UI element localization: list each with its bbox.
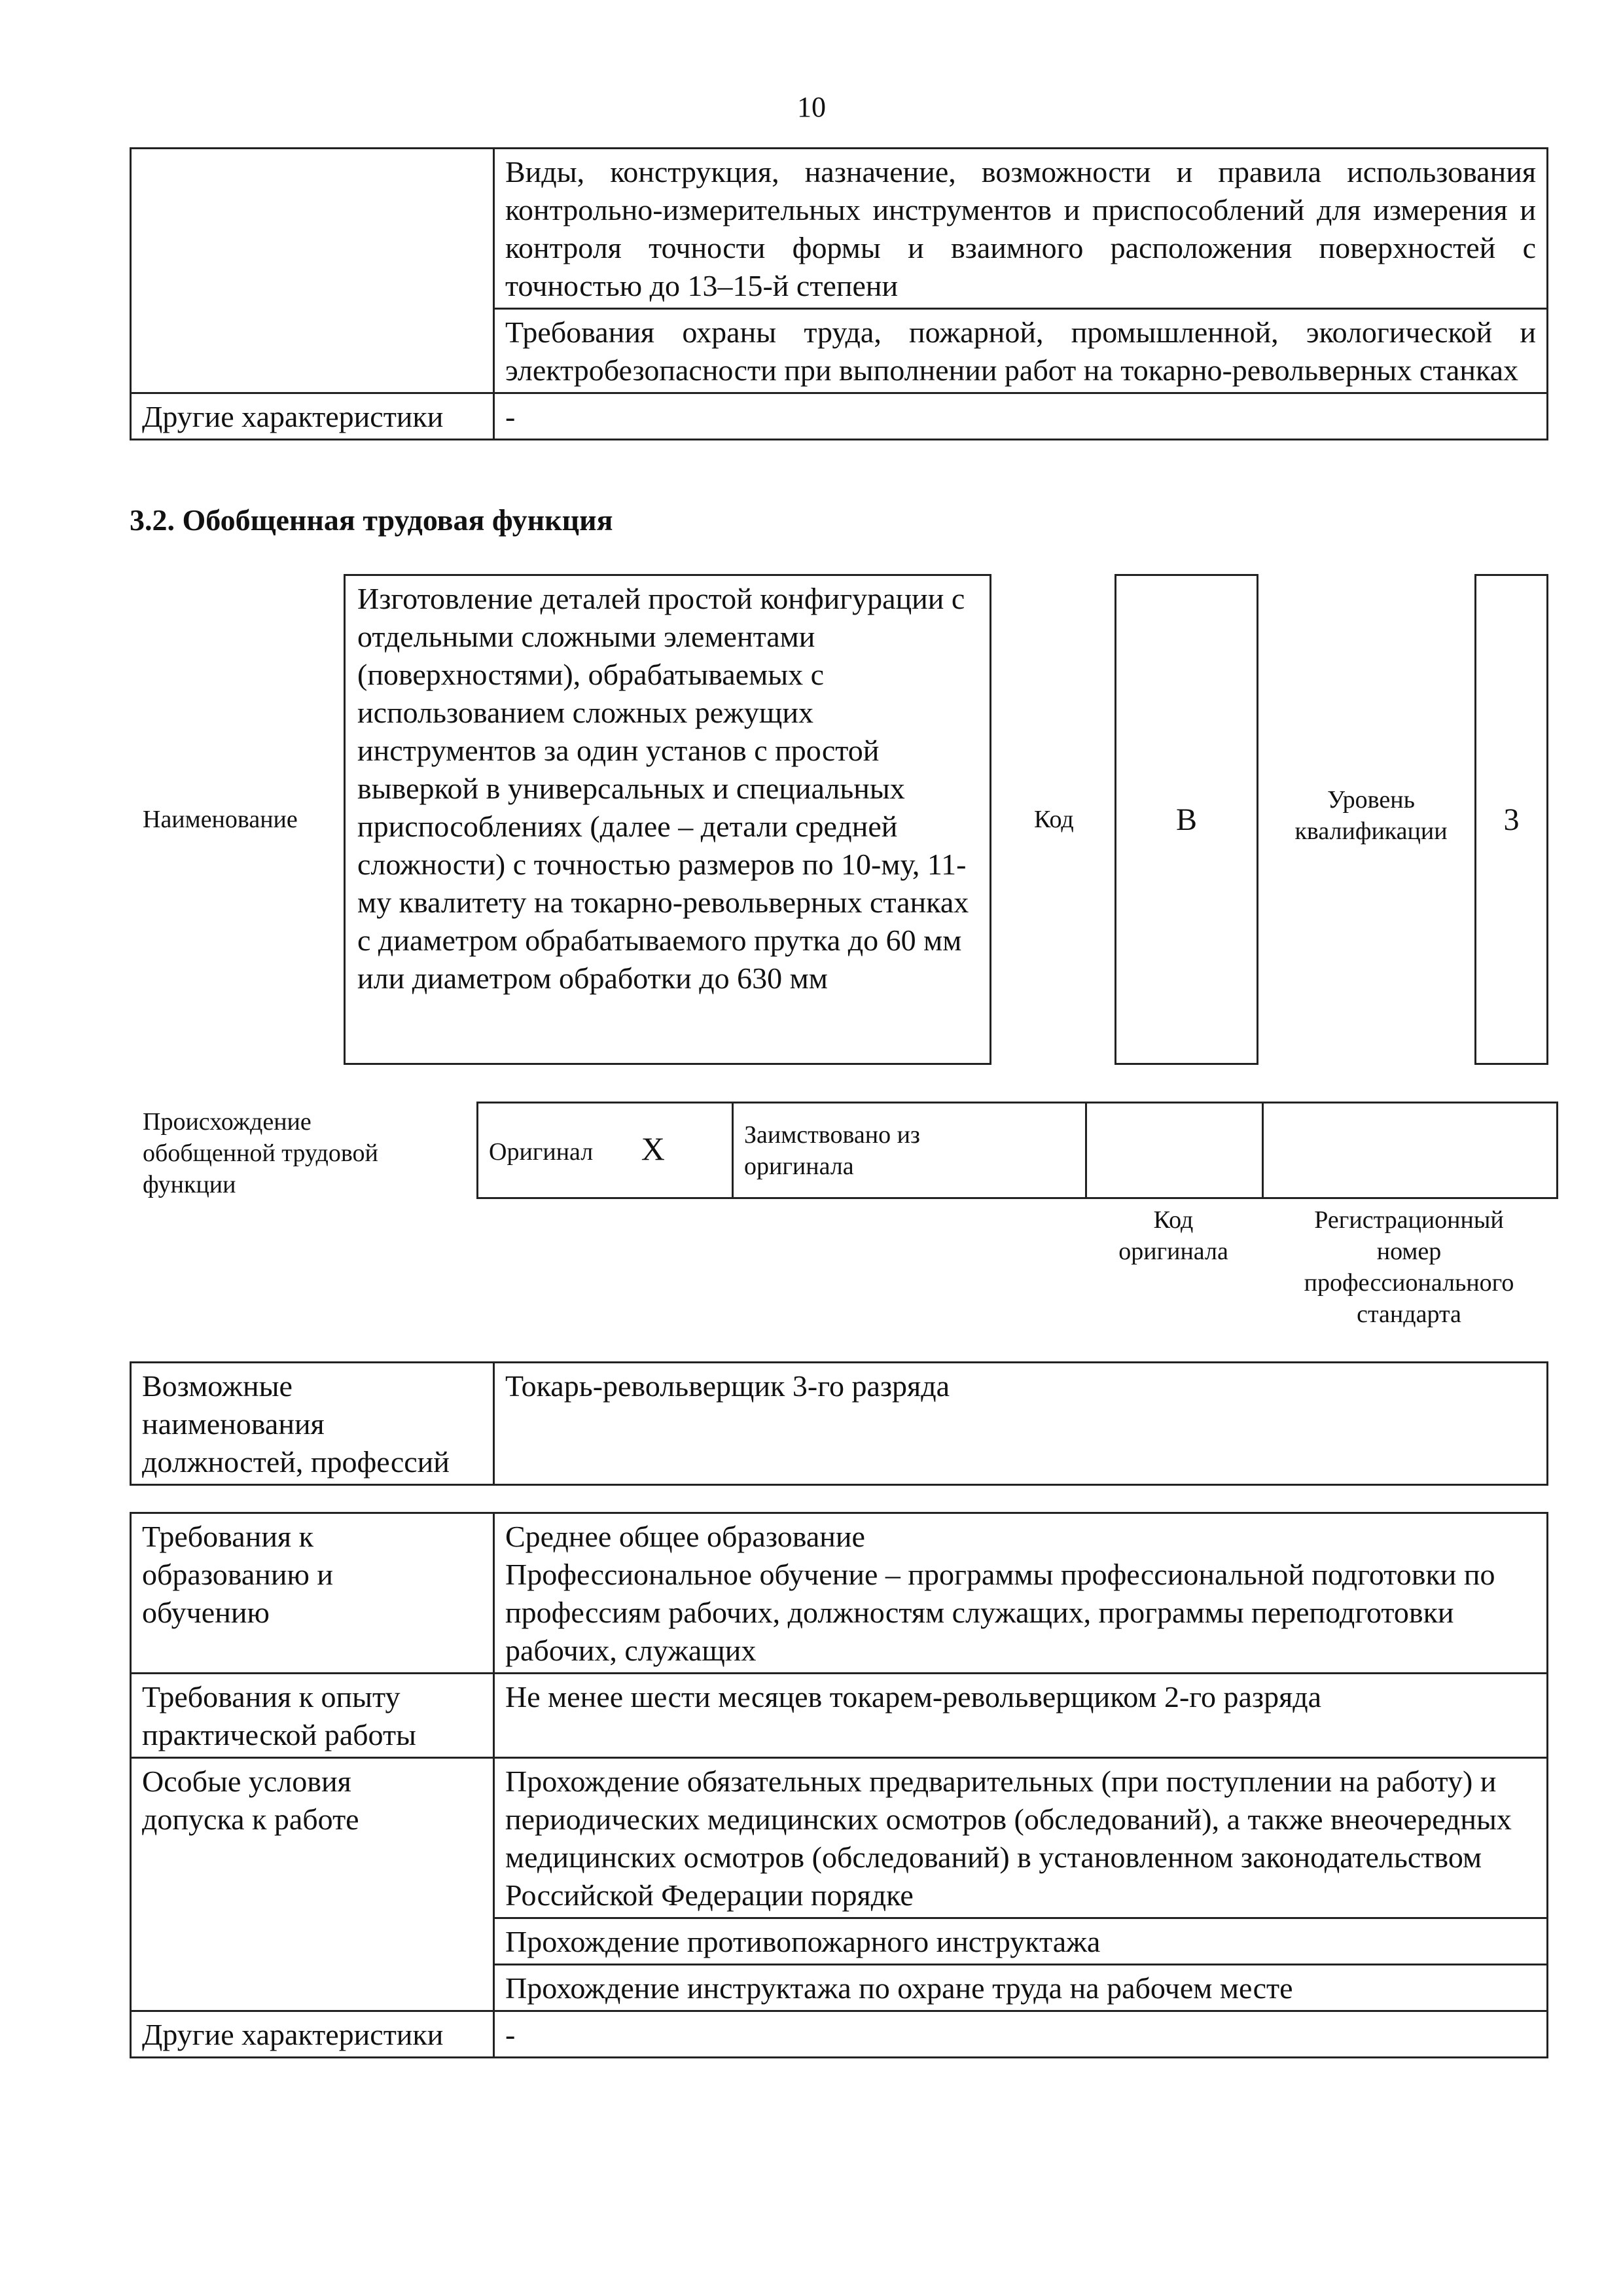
name-label: Наименование — [143, 806, 298, 833]
empty-label-cell — [131, 149, 494, 393]
origin-label-line: Происхождение — [143, 1108, 312, 1136]
education-label — [131, 1513, 494, 1674]
caption-line: стандарта — [1357, 1300, 1461, 1328]
positions-label — [131, 1363, 494, 1485]
knowledge-item: Требования охраны труда, пожарной, промышленной, экологической и электробезопасности при выполнении работ на токарно-револьверных станках — [494, 309, 1548, 393]
caption-line: оригинала — [1118, 1238, 1228, 1265]
function-name-box — [344, 574, 991, 1065]
original-cell — [478, 1103, 733, 1198]
borrowed-label-line: оригинала — [744, 1152, 854, 1180]
label-line: допуска к работе — [142, 1803, 359, 1836]
label-line: обучению — [142, 1596, 270, 1629]
table-row — [478, 1103, 1558, 1198]
knowledge-item: Виды, конструкция, назначение, возможности и правила использования контрольно-измерительных инструментов и приспособлений для измерения и контроля точности формы и взаимного расположения поверхностей с точностью до 13–15-й степени — [494, 149, 1548, 309]
code-box — [1115, 574, 1258, 1065]
section-title: 3.2. Обобщенная трудовая функция — [130, 503, 613, 537]
caption-line: Регистрационный — [1314, 1206, 1504, 1234]
experience-label — [131, 1674, 494, 1758]
table-row — [131, 1513, 1548, 1674]
page-number: 10 — [797, 91, 826, 123]
education-value — [494, 1513, 1548, 1674]
caption-line: Код — [1153, 1206, 1194, 1234]
qualification-level-label — [1283, 784, 1459, 847]
admission-item: Прохождение обязательных предварительных (при поступлении на работу) и периодических медицинских осмотров (обследований), а также внеочередных медицинских осмотров (обследований) в установленном законодательством Российской Федерации порядке — [494, 1758, 1548, 1918]
level-value: 3 — [1503, 802, 1520, 837]
caption-line: профессионального — [1304, 1269, 1514, 1297]
label-line: Возможные — [142, 1369, 293, 1403]
label-line: практической работы — [142, 1718, 416, 1751]
other-characteristics-value: - — [494, 393, 1548, 440]
label-line: Особые условия — [142, 1765, 351, 1798]
table-row — [131, 149, 1548, 309]
education-line: Среднее общее образование — [505, 1520, 865, 1553]
original-mark: X — [641, 1130, 665, 1167]
borrowed-cell — [733, 1103, 1086, 1198]
table-row — [131, 2011, 1548, 2058]
function-name-text: Изготовление деталей простой конфигурации с отдельными сложными элементами (поверхностями), обрабатываемых с использованием сложных режущих инструментов за один установ с простой выверкой в универсальных и специальных приспособлениях (далее – детали средней сложности) с точностью размеров по 10-му, 11-му квалитету на токарно-револьверных станках с диаметром обрабатываемого прутка до 60 мм или диаметром обработки до 630 мм — [357, 582, 969, 995]
origin-label-line: обобщенной трудовой — [143, 1139, 378, 1167]
origin-label-line: функции — [143, 1171, 236, 1198]
label-line: Требования к — [142, 1520, 313, 1553]
label-line: Требования к опыту — [142, 1680, 401, 1713]
caption-line: номер — [1376, 1238, 1442, 1265]
label-line: наименования — [142, 1407, 325, 1441]
origin-table — [476, 1102, 1558, 1199]
original-code-cell — [1086, 1103, 1263, 1198]
requirements-table — [130, 1512, 1548, 2058]
experience-value: Не менее шести месяцев токарем-револьверщиком 2-го разряда — [494, 1674, 1548, 1758]
knowledge-table — [130, 147, 1548, 440]
level-label-line: Уровень — [1327, 786, 1415, 814]
original-code-caption — [1085, 1204, 1262, 1267]
level-label-line: квалификации — [1294, 817, 1448, 845]
admission-label — [131, 1758, 494, 2011]
level-box — [1474, 574, 1548, 1065]
other-characteristics-value: - — [494, 2011, 1548, 2058]
table-row — [131, 393, 1548, 440]
table-row — [131, 1758, 1548, 1918]
registration-number-cell — [1263, 1103, 1558, 1198]
positions-value: Токарь-револьверщик 3-го разряда — [494, 1363, 1548, 1485]
other-characteristics-label: Другие характеристики — [131, 393, 494, 440]
code-label: Код — [1034, 806, 1074, 833]
education-line: Профессиональное обучение – программы профессиональной подготовки по профессиям рабочих, должностям служащих, программы переподготовки рабочих, служащих — [505, 1558, 1495, 1667]
table-row — [131, 1674, 1548, 1758]
positions-table — [130, 1361, 1548, 1486]
other-characteristics-label: Другие характеристики — [131, 2011, 494, 2058]
original-label: Оригинал — [489, 1138, 594, 1166]
label-line: образованию и — [142, 1558, 333, 1591]
origin-label — [143, 1106, 378, 1200]
table-row — [131, 1363, 1548, 1485]
admission-item: Прохождение противопожарного инструктажа — [494, 1918, 1548, 1965]
admission-item: Прохождение инструктажа по охране труда на рабочем месте — [494, 1965, 1548, 2011]
code-value: В — [1175, 802, 1197, 837]
registration-number-caption — [1262, 1204, 1556, 1330]
borrowed-label-line: Заимствовано из — [744, 1121, 920, 1149]
label-line: должностей, профессий — [142, 1445, 450, 1479]
